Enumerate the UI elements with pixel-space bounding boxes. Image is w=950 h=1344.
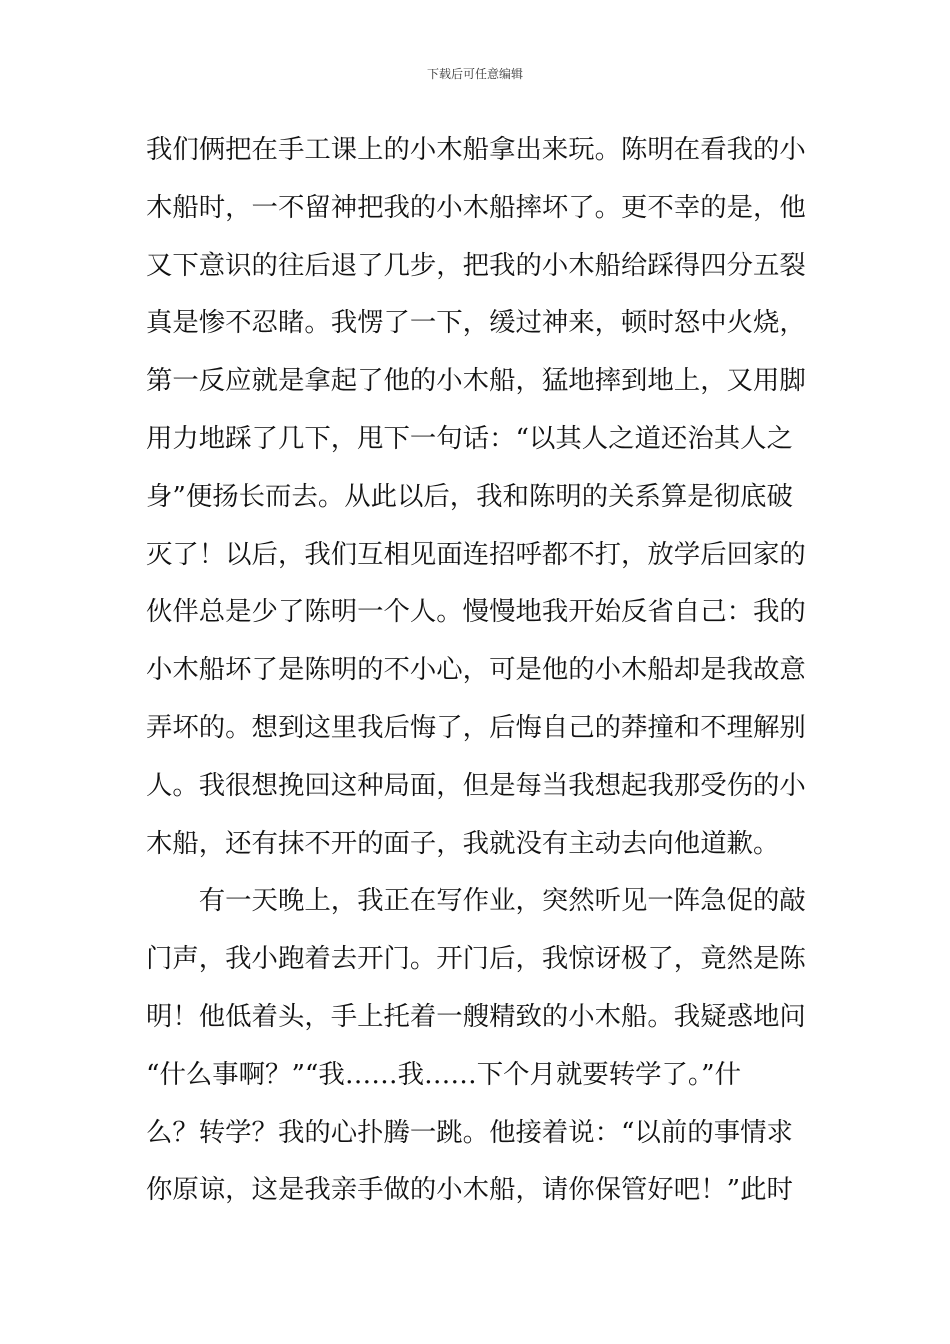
text-line: 么？转学？我的心扑腾一跳。他接着说：“以前的事情求 xyxy=(146,1116,793,1148)
text-line: 明！他低着头，手上托着一艘精致的小木船。我疑惑地问 xyxy=(146,1000,806,1032)
text-line: 人。我很想挽回这种局面，但是每当我想起我那受伤的小 xyxy=(146,769,806,801)
paragraph-start-line: 有一天晚上，我正在写作业，突然听见一阵急促的敲 xyxy=(146,885,806,917)
text-line: 木船时，一不留神把我的小木船摔坏了。更不幸的是，他 xyxy=(146,191,806,223)
text-line: 又下意识的往后退了几步，把我的小木船给踩得四分五裂 xyxy=(146,249,806,281)
text-line: 第一反应就是拿起了他的小木船，猛地摔到地上，又用脚 xyxy=(146,365,806,397)
text-line: 小木船坏了是陈明的不小心，可是他的小木船却是我故意 xyxy=(146,654,806,686)
text-line: 用力地踩了几下，甩下一句话：“以其人之道还治其人之 xyxy=(146,422,793,454)
text-line: 灭了！以后，我们互相见面连招呼都不打，放学后回家的 xyxy=(146,538,806,570)
text-line: 木船，还有抹不开的面子，我就没有主动去向他道歉。 xyxy=(146,827,780,859)
text-line: “什么事啊？”“我……我……下个月就要转学了。”什 xyxy=(146,1058,741,1090)
text-line: 门声，我小跑着去开门。开门后，我惊讶极了，竟然是陈 xyxy=(146,943,806,975)
text-line: 真是惨不忍睹。我愣了一下，缓过神来，顿时怒中火烧， xyxy=(146,307,806,339)
page-header: 下载后可任意编辑 xyxy=(426,67,523,81)
text-line: 你原谅，这是我亲手做的小木船，请你保管好吧！”此时 xyxy=(146,1174,793,1206)
text-line: 弄坏的。想到这里我后悔了，后悔自己的莽撞和不理解别 xyxy=(146,711,806,743)
text-line: 身”便扬长而去。从此以后，我和陈明的关系算是彻底破 xyxy=(146,480,793,512)
document-body xyxy=(146,128,811,1226)
text-line: 我们俩把在手工课上的小木船拿出来玩。陈明在看我的小 xyxy=(146,134,806,165)
text-line: 伙伴总是少了陈明一个人。慢慢地我开始反省自己：我的 xyxy=(146,596,806,628)
